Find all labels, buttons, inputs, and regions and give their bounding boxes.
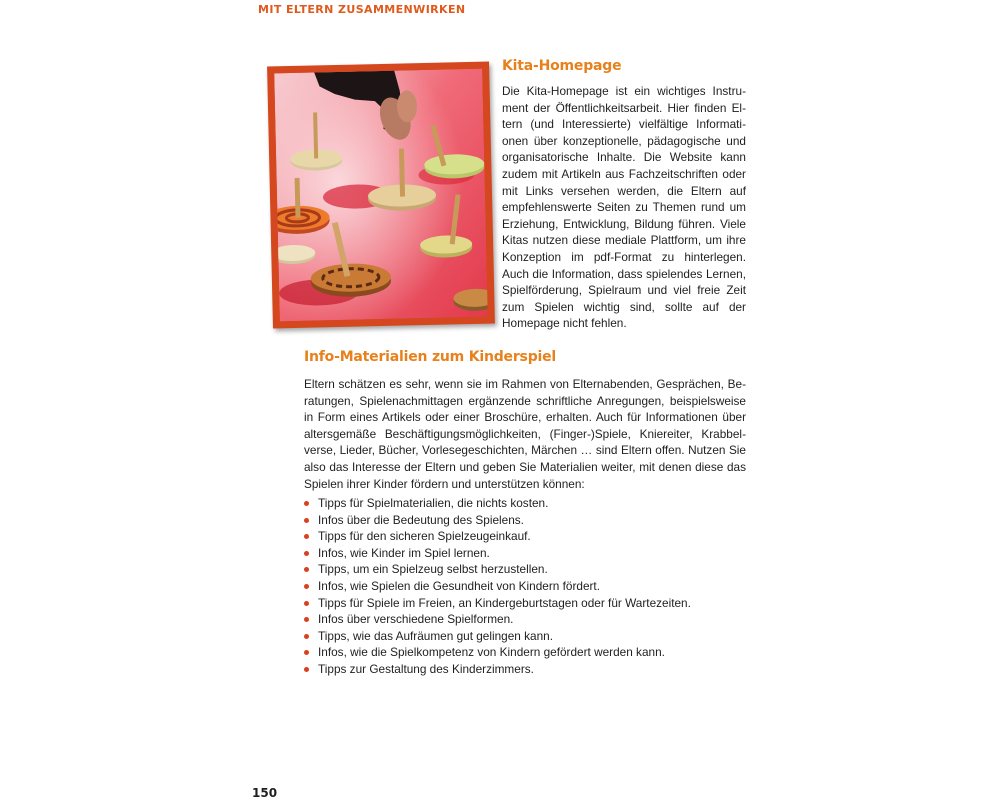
list-item: Tipps für Spiele im Freien, an Kindergeburtstagen oder für Wartezeiten. bbox=[304, 595, 754, 612]
info-materials-heading: Info-Materialien zum Kinderspiel bbox=[304, 349, 557, 365]
list-item: Infos, wie Spielen die Gesundheit von Kindern fördert. bbox=[304, 578, 754, 595]
list-item: Tipps, um ein Spielzeug selbst herzustellen. bbox=[304, 561, 754, 578]
list-item: Tipps zur Gestaltung des Kinderzimmers. bbox=[304, 661, 754, 678]
list-item: Infos, wie die Spielkompetenz von Kindern gefördert werden kann. bbox=[304, 644, 754, 661]
running-head: MIT ELTERN ZUSAMMENWIRKEN bbox=[258, 3, 466, 16]
spinning-tops-illustration bbox=[274, 69, 488, 322]
list-item: Infos über die Bedeutung des Spielens. bbox=[304, 512, 754, 529]
list-item: Infos, wie Kinder im Spiel lernen. bbox=[304, 545, 754, 562]
spinning-tops-photo bbox=[267, 62, 495, 329]
page-number: 150 bbox=[252, 786, 278, 800]
kita-homepage-paragraph: Die Kita-Homepage ist ein wichtiges Instrument der Öffentlichkeitsarbeit. Hier finden Eltern (und Interessierte) vielfältige Informationen über konzeptionelle, pädagogische und organisatorische Inhalte. Die Website kann zudem mit Artikeln aus Fachzeitschriften oder mit Links versehen werden, die Eltern auf empfehlenswerte Seiten zu Themen rund um Erziehung, Entwicklung, Bildung führen. Viele Kitas nutzen diese mediale Plattform, um ihre Konzeption im pdf-Format zu hinterlegen. Auch die Information, dass spielendes Lernen, Spielförderung, Spielraum und viel freie Zeit zum Spielen wichtig sind, sollte auf der Homepage nicht fehlen. bbox=[502, 84, 746, 331]
list-item: Infos über verschiedene Spielformen. bbox=[304, 611, 754, 628]
list-item: Tipps für Spielmaterialien, die nichts kosten. bbox=[304, 495, 754, 512]
list-item: Tipps, wie das Aufräumen gut gelingen kann. bbox=[304, 628, 754, 645]
info-materials-paragraph: Eltern schätzen es sehr, wenn sie im Rahmen von Elternabenden, Gesprächen, Beratungen, Spielenachmittagen ergänzende schriftliche Anregungen, beispielsweise in Form eines Artikels oder einer Broschüre, erhalten. Auch für Informationen über altersgemäße Beschäftigungsmöglichkeiten, (Finger-)Spiele, Kniereiter, Krabbelverse, Lieder, Bücher, Vorlesegeschichten, Märchen … sind Eltern offen. Nutzen Sie also das Interesse der Eltern und geben Sie Materialien weiter, mit denen diese das Spielen ihrer Kinder fördern und unterstützen können: bbox=[304, 377, 746, 491]
list-item: Tipps für den sicheren Spielzeugeinkauf. bbox=[304, 528, 754, 545]
kita-homepage-heading: Kita-Homepage bbox=[502, 58, 622, 74]
tips-list bbox=[304, 495, 754, 678]
